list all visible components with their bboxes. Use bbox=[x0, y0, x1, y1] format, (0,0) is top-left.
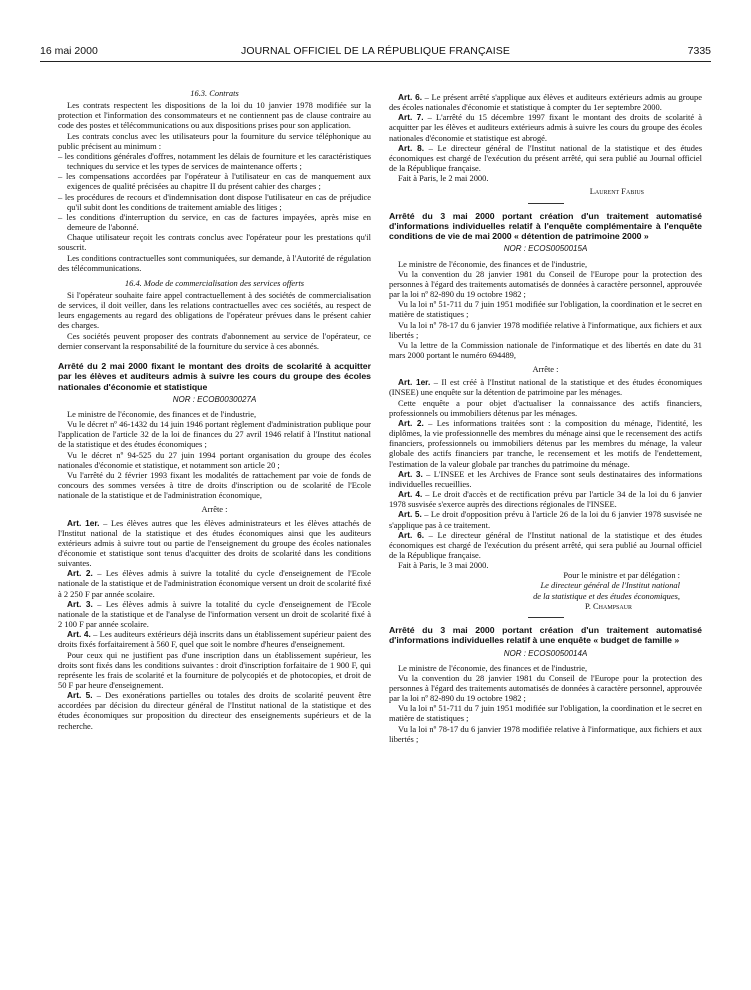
article: Art. 8. – Le directeur général de l'Institut national de la statistique et des études économiques est chargé de l'exécution du présent arrêté, qui sera publié au Journal officiel de la République française. bbox=[389, 142, 703, 174]
article: Art. 1er. – Il est créé à l'Institut national de la statistique et des études économiques (INSEE) une enquête sur la détention de patrimoine par les ménages. bbox=[389, 377, 702, 398]
article-label: Art. 3. bbox=[67, 598, 93, 609]
article-label: Art. 8. bbox=[398, 142, 425, 153]
arrete-title: Arrêté du 3 mai 2000 portant création d'un traitement automatisé d'informations individuelles relatif à une enquête « budget de famille » bbox=[389, 624, 702, 646]
article: Art. 2. – Les élèves admis à suivre la totalité du cycle d'enseignement de l'Ecole nationale de la statistique et de l'administration économique versent un droit de scolarité fixé à 2 250 F par année scolaire. bbox=[58, 568, 371, 599]
article-label: Art. 5. bbox=[398, 509, 422, 520]
article-label: Art. 5. bbox=[67, 690, 93, 701]
article-label: Art. 4. bbox=[398, 489, 423, 500]
article-label: Art. 7. bbox=[398, 112, 424, 123]
article: Art. 1er. – Les élèves autres que les élèves administrateurs et les élèves attachés de l'Institut national de la statistique et des études économiques ainsi que les auditeurs extérieurs admis à suivre tout ou partie de l'enseignement du groupe des écoles nationales d'économie et statistique sont tenus d'acquitter des droits de scolarité dans les conditions suivantes. bbox=[58, 517, 371, 569]
section-16-3-title: 16.3. Contrats bbox=[190, 88, 239, 98]
header-rule bbox=[40, 61, 711, 62]
list-item: – les compensations accordées par l'opérateur à l'utilisateur en cas de manquement aux exigences de qualité précisées au chapitre II du présent cahier des charges ; bbox=[58, 171, 371, 192]
paragraph: Cette enquête a pour objet d'actualiser la connaissance des actifs financiers, professionnels ou immobiliers détenus par les ménages. bbox=[389, 397, 702, 418]
date-place: Fait à Paris, le 3 mai 2000. bbox=[398, 560, 489, 571]
paragraph: Ces sociétés peuvent proposer des contrats d'abonnement au service de l'opérateur, ce dernier conservant la responsabilité de la fourniture du service à ces abonnés. bbox=[58, 330, 371, 351]
visa: Vu la loi nº 78-17 du 6 janvier 1978 modifiée relative à l'informatique, aux fichiers et aux libertés ; bbox=[389, 319, 702, 340]
article: Art. 5. – Des exonérations partielles ou totales des droits de scolarité peuvent être accordées par décision du directeur général de l'Institut national de la statistique et des études économiques sur proposition du directeur des enseignements supérieurs et de la recherche. bbox=[58, 690, 372, 731]
article: Art. 7. – L'arrêté du 15 décembre 1997 fixant le montant des droits de scolarité à acquitter par les élèves et auditeurs extérieurs admis à suivre les cours du groupe des écoles nationales d'économie et statistique est abrogé. bbox=[389, 112, 703, 143]
article: Art. 5. – Le droit d'opposition prévu à l'article 26 de la loi du 6 janvier 1978 susvisée ne s'applique pas à ce traitement. bbox=[389, 509, 702, 530]
header-date: 16 mai 2000 bbox=[40, 45, 98, 57]
signature: Laurent Fabius bbox=[589, 186, 644, 197]
separator bbox=[528, 617, 564, 618]
visa: Vu la loi nº 51-711 du 7 juin 1951 modifiée sur l'obligation, la coordination et le secret en matière de statistiques ; bbox=[389, 299, 702, 320]
article: Art. 3. – Les élèves admis à suivre la totalité du cycle d'enseignement de l'Ecole nationale de la statistique et de l'analyse de l'information versent un droit de scolarité fixé à 2 100 F par année scolaire. bbox=[58, 598, 371, 630]
arrete-label: Arrête : bbox=[532, 364, 559, 375]
section-16-4-title: 16.4. Mode de commercialisation des services offerts bbox=[124, 277, 305, 288]
visa: Le ministre de l'économie, des finances et de l'industrie, bbox=[67, 408, 257, 419]
nor-reference: NOR : ECOB0030027A bbox=[172, 394, 257, 404]
visa: Le ministre de l'économie, des finances et de l'industrie, bbox=[398, 662, 588, 673]
visa: Le ministre de l'économie, des finances et de l'industrie, bbox=[398, 258, 588, 269]
nor-reference: NOR : ECOS0050014A bbox=[503, 648, 588, 658]
visa: Vu la convention du 28 janvier 1981 du Conseil de l'Europe pour la protection des personnes à l'égard des traitements automatisés de données à caractère personnel, approuvée par la loi nº 82-890 du 19 octobre 1982 ; bbox=[389, 672, 702, 704]
arrete-label: Arrête : bbox=[201, 504, 228, 515]
right-column bbox=[389, 92, 702, 744]
visa: Vu le décret nº 94-525 du 27 juin 1994 portant organisation du groupe des écoles nationales d'économie et statistique, et notamment son article 20 ; bbox=[58, 449, 371, 470]
page-header bbox=[40, 45, 711, 61]
arrete-title: Arrêté du 2 mai 2000 fixant le montant des droits de scolarité à acquitter par les élèves et auditeurs admis à suivre les cours du groupe des écoles nationales d'économie et statistique bbox=[58, 360, 371, 392]
article: Art. 2. – Les informations traitées sont : la composition du ménage, l'identité, les diplômes, la vie professionnelle des membres du ménage ainsi que le recensement des actifs financiers, professionnels ou immobiliers détenus par les membres du ménage, la valeur globale des actifs financiers par tranche, le recensement et les motifs de l'endettement, l'estimation de la valeur globale par tranches du patrimoine du ménage. bbox=[389, 417, 703, 469]
article-label: Art. 2. bbox=[398, 417, 424, 428]
visa: Vu la loi nº 78-17 du 6 janvier 1978 modifiée relative à l'informatique, aux fichiers et aux libertés ; bbox=[389, 723, 702, 744]
paragraph: Chaque utilisateur reçoit les contrats conclus avec l'opérateur pour les prestations qu'il souscrit. bbox=[58, 232, 371, 253]
visa: Vu la loi nº 51-711 du 7 juin 1951 modifiée sur l'obligation, la coordination et le secret en matière de statistiques ; bbox=[389, 703, 702, 724]
paragraph: Si l'opérateur souhaite faire appel contractuellement à des sociétés de commercialisation de services, il doit veiller, dans les relations contractuelles avec ces sociétés, au respect de leurs engagements au regard des obligations de l'opérateur prévues dans le présent cahier des charges. bbox=[58, 289, 371, 331]
paragraph: Les conditions contractuelles sont communiquées, sur demande, à l'Autorité de régulation des télécommunications. bbox=[58, 252, 371, 273]
header-journal-title: JOURNAL OFFICIEL DE LA RÉPUBLIQUE FRANÇAISE bbox=[241, 45, 510, 57]
visa: Vu l'arrêté du 2 février 1993 fixant les modalités de rattachement par voie de fonds de concours des sommes versées à titre de droits d'inscription ou de scolarité de l'Ecole nationale de la statistique et de l'administration économique, bbox=[58, 469, 371, 501]
article-label: Art. 6. bbox=[398, 529, 425, 540]
list-item: – les conditions d'interruption du service, en cas de factures impayées, après mise en demeure de l'abonné. bbox=[58, 211, 371, 233]
paragraph: Pour ceux qui ne justifient pas d'une inscription dans un établissement supérieur, les droits sont fixés dans les conditions suivantes : droit d'inscription forfaitaire de 1 900 F, qui représente les frais de scolarité et la fourniture de polycopiés et de photocopies, et droit de 50 F par heure d'enseignement. bbox=[58, 649, 371, 691]
article-label: Art. 1er. bbox=[398, 377, 431, 388]
article-label: Art. 2. bbox=[67, 568, 93, 579]
article-label: Art. 1er. bbox=[67, 517, 100, 528]
article: Art. 6. – Le présent arrêté s'applique aux élèves et auditeurs extérieurs admis au groupe des écoles nationales d'économie et statistique à compter du 1er septembre 2000. bbox=[389, 92, 702, 113]
signature-line: de la statistique et des études économiques, bbox=[533, 590, 680, 601]
nor-reference: NOR : ECOS0050015A bbox=[503, 244, 588, 254]
list-item: – les procédures de recours et d'indemnisation dont dispose l'utilisateur en cas de préjudice qu'il subit dont les conditions de traitement amiable des litiges ; bbox=[58, 191, 371, 212]
article-label: Art. 6. bbox=[398, 92, 423, 102]
article: Art. 4. – Le droit d'accès et de rectification prévu par l'article 34 de la loi du 6 janvier 1978 susvisée s'exerce auprès des directions régionales de l'INSEE. bbox=[389, 489, 702, 510]
signature-line: Le directeur général de l'Institut national bbox=[540, 580, 680, 591]
article: Art. 6. – Le directeur général de l'Institut national de la statistique et des études économiques est chargé de l'exécution du présent arrêté, qui sera publié au Journal officiel de la République française. bbox=[389, 529, 703, 560]
header-page-number: 7335 bbox=[687, 45, 711, 57]
visa: Vu la convention du 28 janvier 1981 du Conseil de l'Europe pour la protection des personnes à l'égard des traitements automatisés de données à caractère personnel, approuvée par la loi nº 82-890 du 19 octobre 1982 ; bbox=[389, 268, 702, 300]
signature: P. Champsaur bbox=[585, 600, 632, 611]
left-column bbox=[58, 88, 371, 731]
visa: Vu la lettre de la Commission nationale de l'informatique et des libertés en date du 31 mars 2000 portant le numéro 694489, bbox=[389, 339, 702, 361]
article: Art. 4. – Les auditeurs extérieurs déjà inscrits dans un établissement supérieur paient des droits fixés forfaitairement à 560 F, quel que soit le nombre d'heures d'enseignement. bbox=[58, 629, 371, 650]
visa: Vu le décret nº 46-1432 du 14 juin 1946 portant règlement d'administration publique pour l'application de l'article 32 de la loi de finances du 27 avril 1946 relatif à l'Institut national de la statistique et des études économiques ; bbox=[58, 419, 371, 450]
separator bbox=[528, 203, 564, 204]
paragraph: Les contrats conclus avec les utilisateurs pour la fourniture du service téléphonique au public précisent au minimum : bbox=[58, 130, 371, 151]
paragraph: Les contrats respectent les dispositions de la loi du 10 janvier 1978 modifiée sur la protection et l'information des consommateurs et ne contiennent pas de clause contraire au code des postes et télécommunications ou aux dispositions prises pour son application. bbox=[58, 100, 371, 131]
article: Art. 3. – L'INSEE et les Archives de France sont seuls destinataires des informations individuelles recueillies. bbox=[389, 468, 703, 489]
date-place: Fait à Paris, le 2 mai 2000. bbox=[398, 173, 489, 184]
article-label: Art. 4. bbox=[67, 629, 91, 640]
arrete-title: Arrêté du 3 mai 2000 portant création d'un traitement automatisé d'informations individuelles relatif à l'enquête complémentaire à l'enquête conditions de vie de mai 2000 « détention de patrimoine 2000 » bbox=[389, 210, 702, 242]
signature-line: Pour le ministre et par délégation : bbox=[563, 570, 680, 581]
article-label: Art. 3. bbox=[398, 468, 423, 479]
list-item: – les conditions générales d'offres, notamment les délais de fourniture et les caractéristiques techniques du service et les types de services de maintenance offerts ; bbox=[58, 150, 371, 172]
